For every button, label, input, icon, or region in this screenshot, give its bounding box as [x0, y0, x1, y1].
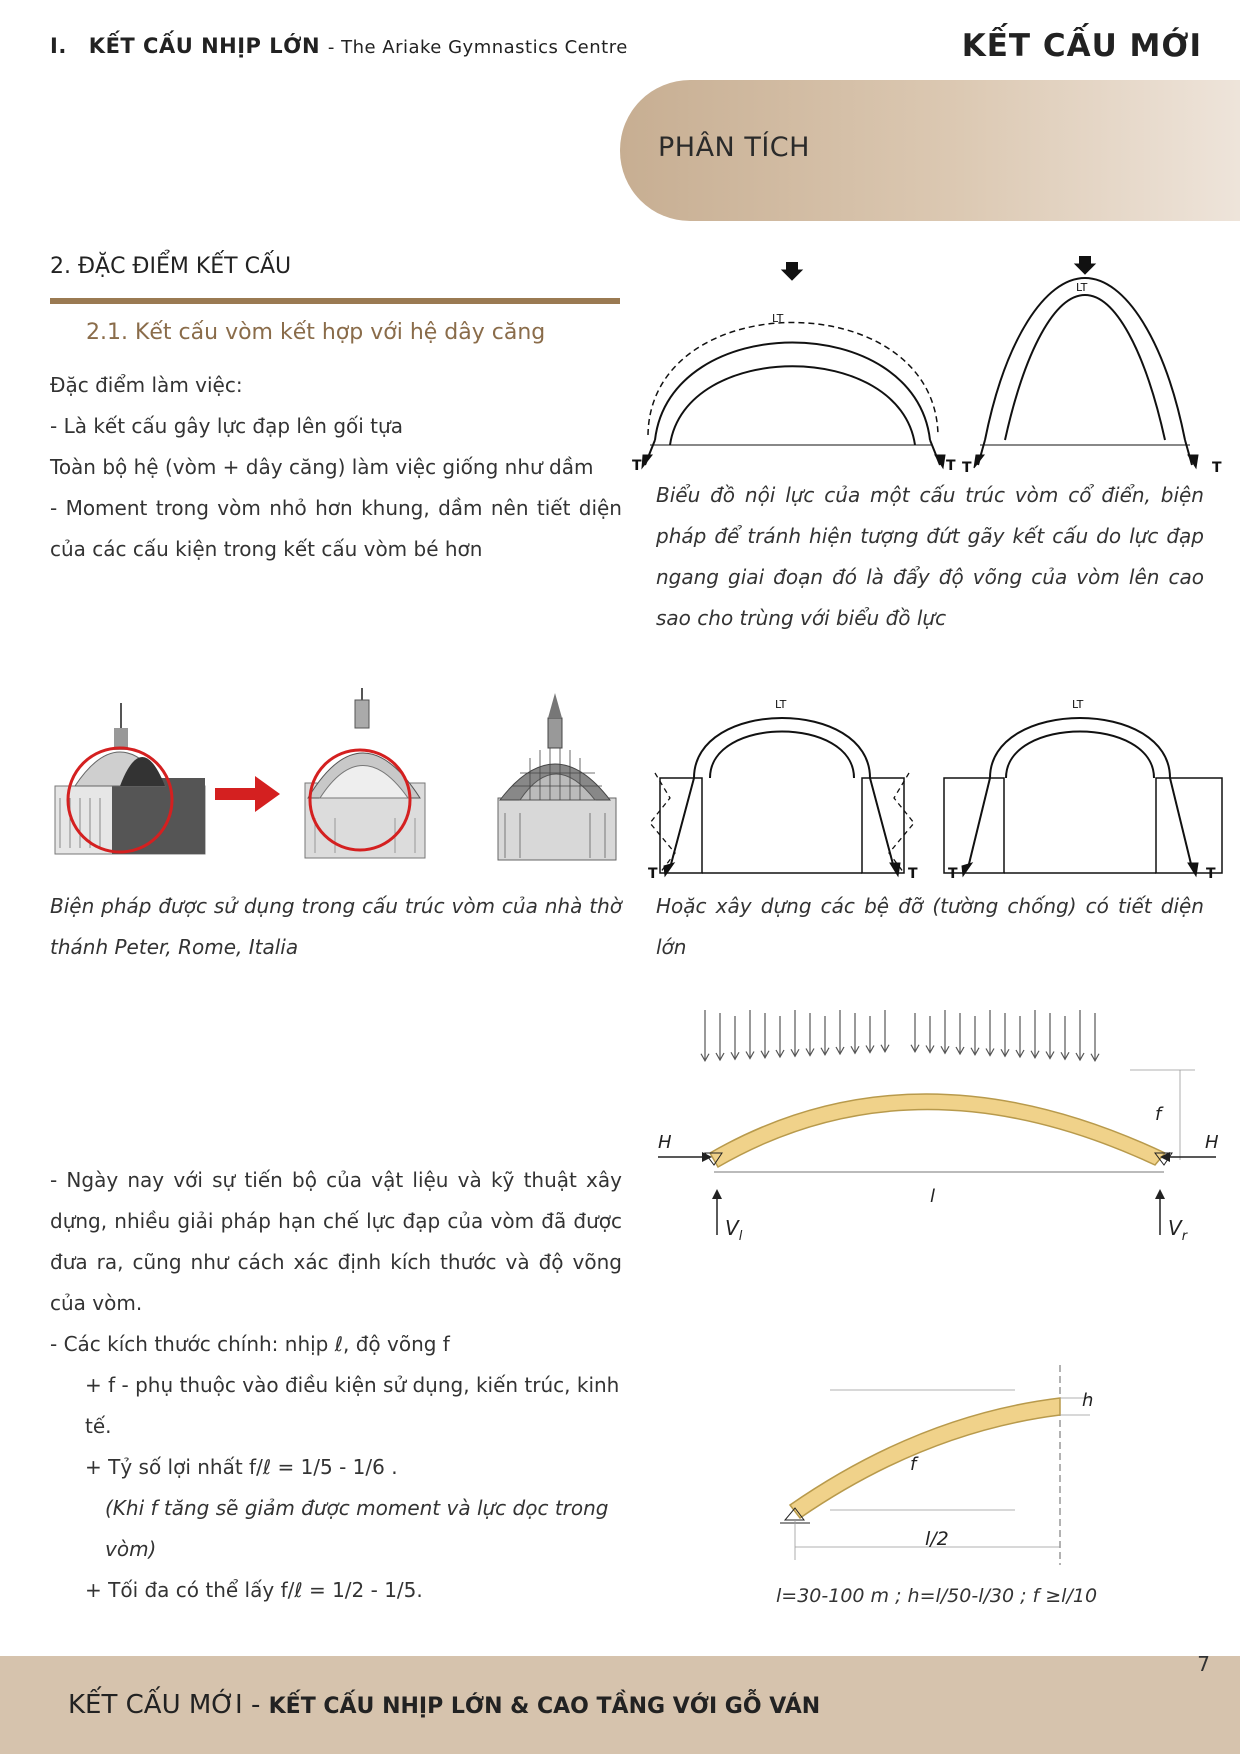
para-line: Đặc điểm làm việc:	[50, 373, 243, 397]
para-line: - Moment trong vòm nhỏ hơn khung, dầm nên tiết diện của các cấu kiện trong kết cấu vòm bé hơn	[50, 496, 622, 561]
buttress-diagrams	[648, 678, 1230, 882]
footer-brand: KẾT CẤU MỚI -	[68, 1690, 269, 1720]
label-h-left: H	[658, 1132, 672, 1153]
load-arrow-icon	[782, 270, 802, 280]
section-heading: KẾT CẤU NHỊP LỚN	[88, 34, 321, 58]
span-formula: l=30-100 m ; h=l/50-l/30 ; f ≥l/10	[776, 1585, 1098, 1607]
footer-title	[68, 1690, 820, 1720]
para-item: + Tỷ số lợi nhất f/ℓ = 1/5 - 1/6 .	[85, 1455, 398, 1479]
red-arrow-icon	[215, 776, 280, 812]
load-arrow-icon	[1075, 264, 1095, 274]
label-t-right: T	[908, 866, 918, 882]
subsection-title: 2.1. Kết cấu vòm kết hợp với hệ dây căng	[86, 320, 546, 345]
label-t-left: T	[632, 458, 642, 474]
footer-book-title: KẾT CẤU NHỊP LỚN & CAO TẦNG VỚI GỖ VÁN	[268, 1694, 821, 1719]
label-t-left: T	[962, 460, 972, 476]
section-title: 2. ĐẶC ĐIỂM KẾT CẤU	[50, 254, 292, 279]
para-line: Toàn bộ hệ (vòm + dây căng) làm việc giống như dầm	[50, 455, 594, 479]
dome-section-drawing	[305, 688, 425, 858]
label-t-left: T	[948, 866, 958, 882]
label-h: h	[1082, 1390, 1094, 1411]
analysis-tab	[620, 80, 1240, 221]
para-dims: - Các kích thước chính: nhịp ℓ, độ võng f	[50, 1332, 450, 1356]
para-line: - Là kết cấu gây lực đạp lên gối tựa	[50, 414, 403, 438]
arrow-up-icon	[1155, 1189, 1165, 1199]
work-characteristics	[50, 365, 622, 570]
para-intro: - Ngày nay với sự tiến bộ của vật liệu và kỹ thuật xây dựng, nhiều giải pháp hạn chế lực đạp của vòm đã được đưa ra, cũng như cách xác định kích thước và độ võng của vòm.	[50, 1168, 622, 1315]
label-half-span: l/2	[925, 1528, 949, 1550]
label-t-right: T	[1212, 460, 1222, 476]
label-lt: LT	[1072, 698, 1084, 711]
modern-arch-notes	[50, 1160, 622, 1611]
tab-label: PHÂN TÍCH	[658, 132, 810, 163]
caption-arch-diagram: Biểu đồ nội lực của một cấu trúc vòm cổ điển, biện pháp để tránh hiện tượng đứt gãy kết cấu do lực đạp ngang giai đoạn đó là đẩy độ võng của vòm lên cao sao cho trùng với biểu đồ lực	[656, 483, 1204, 630]
label-h-right: H	[1205, 1132, 1219, 1153]
label-lt: LT	[772, 312, 784, 325]
label-span: l	[930, 1186, 936, 1207]
caption-buttress: Hoặc xây dựng các bệ đỡ (tường chống) có tiết diện lớn	[656, 894, 1204, 959]
label-t-right: T	[946, 458, 956, 474]
half-arch-member	[790, 1398, 1060, 1518]
para-note: (Khi f tăng sẽ giảm được moment và lực dọc trong vòm)	[105, 1496, 609, 1561]
arrow-up-icon	[712, 1189, 722, 1199]
label-rise: f	[910, 1454, 917, 1475]
label-t-left: T	[648, 866, 658, 882]
buttress-arch-right	[944, 698, 1222, 882]
distributed-load-arrows	[701, 1010, 1099, 1061]
label-vl-sub: l	[738, 1229, 743, 1244]
header-subtitle: - The Ariake Gymnastics Centre	[327, 37, 628, 58]
para-item: + Tối đa có thể lấy f/ℓ = 1/2 - 1/5.	[85, 1578, 423, 1602]
page-number: 7	[1197, 1652, 1210, 1676]
section-number: I.	[50, 34, 67, 58]
classic-arch-left	[632, 262, 956, 474]
half-arch-dimensions	[770, 1360, 1120, 1620]
label-lt: LT	[1076, 281, 1088, 294]
svg-text:Vr	[1168, 1216, 1189, 1244]
header-section-title	[50, 34, 628, 58]
raised-arch-right	[962, 256, 1222, 476]
buttress-arch-left	[648, 698, 918, 882]
label-vr: V	[1168, 1216, 1182, 1240]
arch-member	[710, 1094, 1165, 1167]
caption-dome: Biện pháp được sử dụng trong cấu trúc vòm của nhà thờ thánh Peter, Rome, Italia	[50, 894, 622, 959]
brand-title: KẾT CẤU MỚI	[961, 28, 1202, 64]
label-t-right: T	[1206, 866, 1216, 882]
label-vl: V	[725, 1216, 739, 1240]
svg-text:Vl	[725, 1216, 743, 1244]
para-item: + f - phụ thuộc vào điều kiện sử dụng, kiến trúc, kinh tế.	[85, 1373, 620, 1438]
st-peter-dome-illustrations	[50, 688, 620, 878]
label-vr-sub: r	[1181, 1229, 1188, 1244]
section-divider	[50, 298, 620, 304]
arch-force-diagram	[632, 250, 1240, 480]
label-lt: LT	[775, 698, 787, 711]
label-rise: f	[1155, 1104, 1162, 1125]
dome-cutaway-drawing	[498, 693, 616, 860]
dome-elevation-drawing	[55, 703, 205, 854]
loaded-arch-diagram	[650, 995, 1220, 1255]
